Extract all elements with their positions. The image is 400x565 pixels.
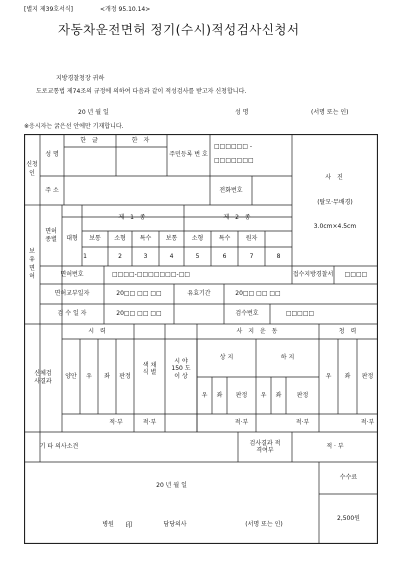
color-label: 색 채 식 별	[142, 361, 157, 376]
rrn-label: 주민등록 번 호	[169, 151, 208, 159]
signature-note: (서명 또는 인)	[311, 109, 349, 116]
class1-label: 제 1 종	[118, 214, 148, 222]
phone-label: 전화번호	[219, 186, 243, 194]
exam-section-label: 신체검사결과	[34, 369, 52, 385]
type-number-6: 6	[222, 252, 227, 260]
form-title: 자동차운전면허 정기(수시)적성검사신청서	[58, 22, 300, 37]
name-label: 성 명	[45, 151, 59, 159]
application-date: 20 년 월 일	[78, 109, 109, 116]
exam-date-field[interactable]: 20□□ □□ □□	[116, 310, 162, 318]
doctor-opinion-field[interactable]	[94, 432, 238, 462]
motor-label: 사 지 운 동	[236, 327, 280, 335]
type-small-1: 소형	[114, 235, 126, 243]
result-label: 검사결과 적격여부	[249, 439, 281, 454]
type-number-2: 2	[118, 252, 122, 260]
instruction-note: ※응시자는 굵은선 안에만 기재합니다.	[24, 123, 124, 130]
type-regular-2: 보통	[165, 235, 178, 243]
upper-limb-label: 상 지	[219, 354, 234, 362]
valid-period-label: 유효기간	[187, 290, 211, 298]
type-number-4: 4	[169, 252, 174, 260]
name-hanja-field[interactable]	[116, 147, 167, 176]
vision-both: 양안	[65, 372, 77, 380]
test-center-field[interactable]: □□□□	[344, 271, 368, 279]
hospital-label: 병원	[102, 521, 114, 529]
upper-pass-fail[interactable]: 적·부	[234, 419, 249, 427]
fee-value: 2,500원	[337, 515, 360, 523]
form-number: [별지 제39호서식]	[24, 6, 73, 13]
photo-size: 3.0cm×4.5cm	[313, 223, 357, 231]
application-statement: 도로교통법 제74조의 규정에 의하여 다음과 같이 적성검사를 받고자 신청합니다.	[36, 88, 247, 95]
vision-pass-fail[interactable]: 적·부	[109, 419, 123, 427]
hearing-pass-fail[interactable]: 적·부	[360, 419, 375, 427]
license-no-field[interactable]: □□□□-□□□□□□□-□□	[112, 271, 191, 279]
address-label: 주 소	[45, 186, 59, 194]
issue-date-field[interactable]: 20□□ □□ □□	[116, 290, 162, 298]
rrn-front[interactable]: □□□□□□ -	[214, 143, 253, 151]
upper-left: 좌	[216, 391, 223, 399]
lower-right: 우	[260, 391, 267, 399]
applicant-section-label: 신청인	[26, 161, 38, 177]
application-form	[24, 134, 378, 544]
fee-label: 수수료	[339, 474, 358, 482]
photo-note: (탈모·무배경)	[317, 199, 353, 207]
name-hangul-field[interactable]	[64, 147, 116, 176]
applicant-name-label: 성 명	[235, 109, 249, 116]
visual-field-label: 시 야 150 도 이 상	[171, 357, 191, 380]
test-center-label: 접수지방경찰서	[292, 271, 334, 279]
upper-right: 우	[201, 391, 208, 399]
addressee: 지방경찰청장 귀하	[56, 75, 105, 82]
type-special-2: 특수	[218, 235, 231, 243]
vision-right: 우	[86, 372, 92, 380]
phone-field[interactable]	[252, 176, 292, 205]
exam-no-field[interactable]: □□□□□	[285, 310, 315, 318]
exam-no-label: 검수번호	[235, 310, 259, 318]
hearing-left: 좌	[344, 372, 351, 380]
issue-date-label: 면허교부일자	[54, 290, 90, 298]
vision-judgment: 판정	[119, 372, 131, 380]
doctor-signature-note: (서명 또는 인)	[245, 521, 283, 529]
photo-label: 사 진	[325, 174, 345, 182]
type-number-3: 3	[143, 252, 148, 260]
lower-judgment: 판정	[296, 391, 309, 399]
lower-limb-label: 하 지	[280, 354, 295, 362]
upper-judgment: 판정	[235, 391, 248, 399]
rrn-back[interactable]: □□□□□□□	[214, 157, 254, 165]
exam-date-line: 20 년 월 일	[156, 482, 187, 490]
hearing-label: 청 력	[338, 327, 359, 335]
valid-period-field[interactable]: 20□□ □□ □□	[235, 290, 281, 298]
seal-icon: 印	[125, 520, 133, 529]
lower-left: 좌	[275, 391, 282, 399]
hearing-right: 우	[325, 372, 332, 380]
vision-label: 시 력	[88, 327, 108, 335]
type-number-5: 5	[195, 252, 200, 260]
name-hanja-label: 한 자	[131, 136, 152, 144]
type-number-1: 1	[83, 252, 87, 260]
type-number-7: 7	[249, 252, 254, 260]
class2-label: 제 2 종	[223, 214, 253, 222]
exam-date-label: 검 수 일 자	[57, 310, 87, 318]
address-field[interactable]	[64, 176, 210, 205]
name-hangul-label: 한 글	[80, 136, 100, 144]
lower-pass-fail[interactable]: 적·부	[295, 419, 310, 427]
hearing-judgment: 판정	[361, 372, 374, 380]
vision-left: 좌	[104, 372, 110, 380]
license-section-label: 보유면허	[29, 248, 35, 280]
type-small-2: 소형	[191, 235, 204, 243]
type-large: 대형	[66, 235, 78, 243]
doctor-opinion-label: 기 타 의사소견	[39, 443, 79, 451]
license-kind-label: 면허 종별	[45, 228, 57, 243]
type-number-8: 8	[276, 252, 281, 260]
color-pass-fail[interactable]: 적·부	[142, 419, 157, 427]
result-value[interactable]: 적 · 부	[326, 443, 344, 451]
form-revision: <개정 95.10.14>	[100, 6, 151, 13]
type-regular-1: 보통	[89, 235, 101, 243]
type-special-1: 특수	[139, 235, 152, 243]
doctor-label: 담당의사	[163, 521, 187, 529]
license-no-label: 면허번호	[60, 271, 84, 279]
type-motorcycle: 원자	[245, 235, 258, 243]
